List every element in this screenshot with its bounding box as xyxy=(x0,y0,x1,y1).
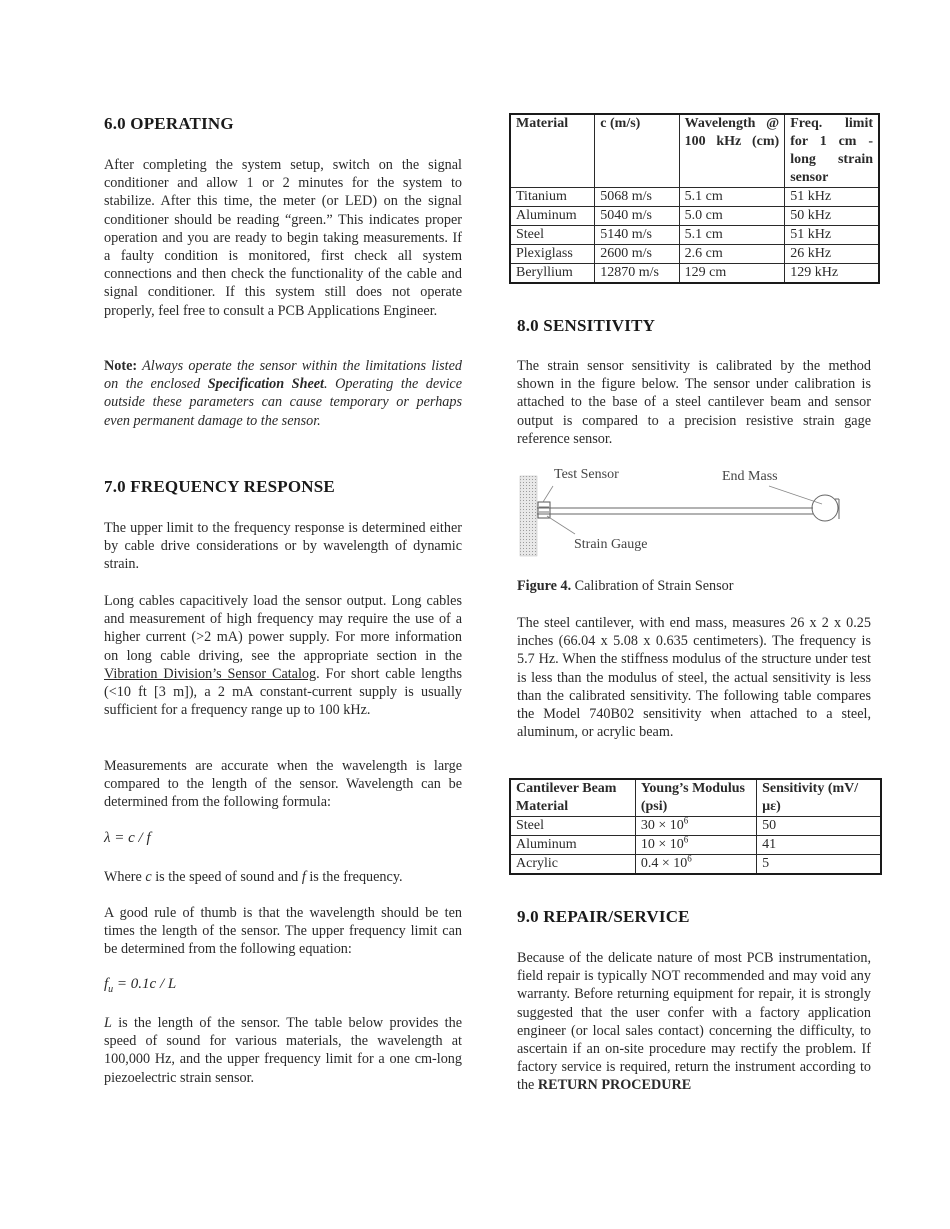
table-row xyxy=(510,188,879,207)
section-7-paragraph-6 xyxy=(104,1014,462,1087)
modulus-exp: 6 xyxy=(683,834,689,845)
cell: Aluminum xyxy=(510,207,595,226)
cell: Titanium xyxy=(510,188,595,207)
cell: Beryllium xyxy=(510,264,595,284)
test-sensor-label: Test Sensor xyxy=(554,467,619,482)
modulus-exp: 6 xyxy=(687,853,692,864)
wavelength-formula xyxy=(104,830,151,847)
end-mass-leader xyxy=(769,486,822,504)
section-7-paragraph-1: The upper limit to the frequency response is determined either by cable drive considerations or by wavelength of dynamic strain. xyxy=(104,520,462,573)
sensitivity-table-header xyxy=(510,779,881,817)
test-sensor-block xyxy=(538,502,550,518)
table-row xyxy=(510,817,881,836)
cell: 2600 m/s xyxy=(595,245,679,264)
table-row xyxy=(510,207,879,226)
cell: 50 xyxy=(757,817,881,836)
p4-d: is the frequency. xyxy=(305,869,403,885)
cell: Aluminum xyxy=(510,836,635,855)
p6-l: L xyxy=(104,1015,112,1031)
cell: 51 kHz xyxy=(785,188,879,207)
calibration-figure xyxy=(517,464,873,564)
cell: 26 kHz xyxy=(785,245,879,264)
modulus-base: 10 × 10 xyxy=(640,837,684,852)
table-row xyxy=(510,836,881,855)
col-freq-limit: Freq. limit for 1 cm - long strain sensor xyxy=(785,114,879,188)
section-8-heading: 8.0 SENSITIVITY xyxy=(517,316,656,335)
note-text-a: Always operate the sensor within the limitations listed on the enclosed xyxy=(104,358,462,393)
clamp-base xyxy=(520,476,537,556)
cell: 41 xyxy=(757,836,881,855)
cell xyxy=(635,836,756,855)
section-9-heading: 9.0 REPAIR/SERVICE xyxy=(517,907,690,926)
col-youngs-modulus: Young’s Modulus (psi) xyxy=(635,779,756,817)
p4-a: Where xyxy=(104,869,146,885)
col-beam-material: Cantilever Beam Material xyxy=(510,779,635,817)
formula-1-text: λ = c / f xyxy=(104,830,151,846)
section-8-paragraph-1: The strain sensor sensitivity is calibrated by the method shown in the figure below. The sensor under calibration is attached to the base of a steel cantilever beam and sensor output is compared to a precision resistive strain gage reference sensor. xyxy=(517,358,871,447)
table-row xyxy=(510,245,879,264)
col-wavelength: Wavelength @ 100 kHz (cm) xyxy=(679,114,785,188)
cell: 5 xyxy=(757,855,881,875)
materials-table xyxy=(509,113,880,284)
note-label: Note: xyxy=(104,358,138,374)
cell: 5.1 cm xyxy=(679,226,785,245)
cell: 5140 m/s xyxy=(595,226,679,245)
cell: 2.6 cm xyxy=(679,245,785,264)
p6-text: is the length of the sensor. The table below provides the speed of sound for various materials, the wavelength at 100,000 Hz, and the upper frequency limit for a one cm-long piezoelectric strain sensor. xyxy=(104,1015,462,1086)
formula-2-sub: u xyxy=(108,984,114,995)
cell xyxy=(635,855,756,875)
strain-gauge-leader xyxy=(547,516,575,534)
cell: 129 cm xyxy=(679,264,785,284)
section-6-paragraph: After completing the system setup, switch on the signal conditioner and allow 1 or 2 minutes for the system to stabilize. After this time, the meter (or LED) on the signal conditioner should be reading “green.” This indicates proper operation and you are ready to begin taking measurements. If a faulty condition is monitored, first check all system connections and then check the functionality of the cable and signal conditioner. If this system still does not operate properly, feel free to consult a PCB Applications Engineer. xyxy=(104,157,462,319)
repair-text: Because of the delicate nature of most PCB instrumentation, field repair is typically NOT recommended and may void any warranty. Before returning equipment for repair, it is strongly suggested that the user confer with a factory application engineer (or local sales contact) concerning the difficulty, to ascertain if an on-site procedure may rectify the problem. If factory service is required, return the instrument according to the xyxy=(517,950,871,1094)
cell: 50 kHz xyxy=(785,207,879,226)
section-7-heading: 7.0 FREQUENCY RESPONSE xyxy=(104,477,335,496)
section-7-paragraph-3: Measurements are accurate when the wavelength is large compared to the length of the sensor. Wavelength can be determined from the following formula: xyxy=(104,758,462,811)
cell: 5.1 cm xyxy=(679,188,785,207)
test-sensor-leader xyxy=(543,486,553,502)
note-text-b: . Operating the device outside these parameters can cause temporary or perhaps even permanent damage to the sensor. xyxy=(104,376,463,429)
table-row xyxy=(510,226,879,245)
spec-sheet-ref: Specification Sheet xyxy=(207,376,325,393)
end-mass xyxy=(812,495,838,521)
section-9-paragraph xyxy=(517,949,871,1095)
section-7-paragraph-2 xyxy=(104,592,462,719)
cell: 5.0 cm xyxy=(679,207,785,226)
figure-4-caption xyxy=(517,578,733,595)
sensitivity-table xyxy=(509,778,882,875)
p2-text-b: . For short cable lengths (<10 ft [3 m]), a 2 mA constant-current supply is usually sufficient for a frequency range up to 100 kHz. xyxy=(104,665,463,719)
cell: 12870 m/s xyxy=(595,264,679,284)
formula-2-f: f xyxy=(104,976,109,992)
end-mass-label: End Mass xyxy=(722,469,778,484)
modulus-base: 30 × 10 xyxy=(640,818,684,833)
sensor-catalog-link[interactable]: Vibration Division’s Sensor Catalog xyxy=(104,665,317,682)
formula-2-rest: = 0.1c / L xyxy=(113,976,177,992)
section-7-paragraph-4 xyxy=(104,868,462,886)
p2-text-a: Long cables capacitively load the sensor output. Long cables and measurement of high frequency may require the use of a higher current (>2 mA) power supply. For more information on long cable driving, see the appropriate section in the xyxy=(104,593,462,664)
frequency-limit-formula xyxy=(104,976,176,995)
caption-text: Calibration of Strain Sensor xyxy=(571,578,734,594)
section-8-paragraph-2: The steel cantilever, with end mass, measures 26 x 2 x 0.25 inches (66.04 x 5.08 x 0.635 centimeters). The frequency is 5.7 Hz. When the stiffness modulus of the structure under test is less than the modulus of steel, the actual sensitivity is less than the calibrated sensitivity. The following table compares the Model 740B02 sensitivity when attached to a steel, aluminum, or acrylic beam. xyxy=(517,615,871,741)
return-procedure-ref: RETURN PROCEDURE xyxy=(537,1077,692,1094)
cell: 5040 m/s xyxy=(595,207,679,226)
table-row xyxy=(510,855,881,875)
cell: 129 kHz xyxy=(785,264,879,284)
p4-b: is the speed of sound and xyxy=(151,869,302,885)
cell: Plexiglass xyxy=(510,245,595,264)
section-6-heading: 6.0 OPERATING xyxy=(104,114,234,133)
cell: 5068 m/s xyxy=(595,188,679,207)
caption-label: Figure 4. xyxy=(517,578,572,594)
p4-c: c xyxy=(145,869,152,885)
cell: 51 kHz xyxy=(785,226,879,245)
col-material: Material xyxy=(510,114,595,188)
modulus-base: 0.4 × 10 xyxy=(640,856,688,871)
section-7-paragraph-5: A good rule of thumb is that the wavelength should be ten times the length of the sensor. The upper frequency limit can be determined from the following equation: xyxy=(104,905,462,958)
col-c: c (m/s) xyxy=(595,114,679,188)
table-row xyxy=(510,264,879,284)
cell: Acrylic xyxy=(510,855,635,875)
p4-f: f xyxy=(301,869,306,885)
materials-table-header xyxy=(510,114,879,188)
col-sensitivity: Sensitivity (mV/µε) xyxy=(757,779,881,817)
cell xyxy=(635,817,756,836)
strain-gauge-label: Strain Gauge xyxy=(574,537,648,552)
operating-note xyxy=(104,357,462,430)
cell: Steel xyxy=(510,226,595,245)
modulus-exp: 6 xyxy=(683,815,689,826)
cell: Steel xyxy=(510,817,635,836)
